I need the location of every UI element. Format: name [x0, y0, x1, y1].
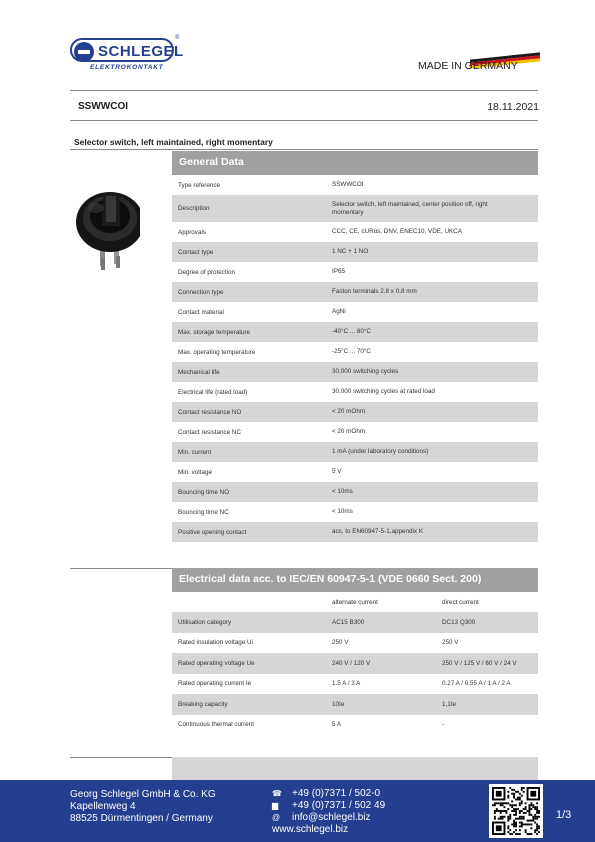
row-value: -40°C ... 80°C	[332, 328, 371, 335]
table-row	[172, 362, 538, 382]
dc-value: 250 V / 125 V / 60 V / 24 V	[442, 659, 517, 667]
company-address	[70, 789, 216, 825]
row-value: acc. to EN60947-5-1,appendix K	[332, 528, 424, 535]
column-header-ac: alternate current	[332, 598, 378, 606]
website-link[interactable]: www.schlegel.biz	[272, 824, 349, 835]
table-row	[172, 342, 538, 362]
row-label: Bouncing time NC	[178, 508, 229, 516]
row-value: 1 mA (under laboratory conditions)	[332, 448, 429, 455]
row-label: Degree of protection	[178, 268, 236, 276]
row-label: Max. storage temperature	[178, 328, 251, 336]
row-value: CCC, CE, cURus, DNV, ENEC10, VDE, UKCA	[332, 228, 462, 235]
document-subtitle: Selector switch, left maintained, right momentary	[74, 137, 273, 147]
footer-divider	[70, 757, 172, 758]
column-header-row	[172, 592, 538, 612]
subtitle-divider	[70, 149, 538, 150]
table-row	[172, 422, 538, 442]
row-value: IP65	[332, 268, 345, 275]
table-row	[172, 633, 538, 654]
ac-value: 5 A	[332, 721, 342, 729]
row-value: < 20 mOhm	[332, 408, 366, 415]
row-value: < 10ms	[332, 488, 353, 495]
row-value: 5 V	[332, 468, 342, 475]
title-divider	[70, 120, 538, 121]
row-label: Positive opening contact	[178, 528, 247, 536]
company-street: Kapellenweg 4	[70, 801, 136, 812]
row-label: Description	[178, 205, 210, 212]
row-label: Contact resistance NO	[178, 408, 242, 416]
row-label: Connection type	[178, 288, 224, 296]
phone-icon: ☎	[272, 789, 282, 798]
row-value: < 20 mOhm	[332, 428, 366, 435]
qr-code[interactable]	[489, 784, 543, 838]
ac-value: 250 V	[332, 639, 349, 647]
row-value: Faston terminals 2.8 x 0.8 mm	[332, 288, 417, 295]
table-row	[172, 175, 538, 195]
column-header-dc: direct current	[442, 598, 479, 606]
table-row	[172, 612, 538, 633]
row-label: Min. voltage	[178, 468, 212, 476]
dc-value: DC13 Q300	[442, 618, 476, 626]
row-label: Contact material	[178, 308, 224, 316]
row-label: Contact resistance NC	[178, 428, 241, 436]
table-row	[172, 522, 538, 542]
document-code: SSWWCOI	[78, 101, 128, 112]
row-label: Rated insulation voltage Ui	[178, 639, 253, 647]
row-label: Contact type	[178, 248, 214, 256]
table-row	[172, 502, 538, 522]
footer	[0, 780, 595, 842]
row-value: 1 NC + 1 NO	[332, 248, 369, 255]
row-label: Utilisation category	[178, 618, 232, 626]
table-row	[172, 674, 538, 695]
ac-value: 1.5 A / 3 A	[332, 680, 361, 688]
row-value: SSWWCOI	[332, 181, 364, 188]
page-number: 1/3	[556, 809, 572, 821]
electrical-data-header: Electrical data acc. to IEC/EN 60947-5-1 (VDE 0660 Sect. 200)	[172, 568, 538, 592]
company-name: Georg Schlegel GmbH & Co. KG	[70, 789, 216, 800]
table-row	[172, 715, 538, 736]
table-row	[172, 482, 538, 502]
table-row	[172, 242, 538, 262]
table-row	[172, 302, 538, 322]
fax-icon: ▆	[272, 801, 279, 810]
dc-value: 0.27 A / 0.55 A / 1 A / 2 A	[442, 680, 511, 688]
row-label: Mechanical life	[178, 368, 220, 376]
row-label: Continuous thermal current	[178, 721, 254, 729]
logo-registered: ®	[175, 35, 180, 41]
table-row	[172, 282, 538, 302]
logo-name: SCHLEGEL	[98, 43, 184, 60]
general-data-table	[172, 175, 538, 542]
phone-number[interactable]: +49 (0)7371 / 502-0	[292, 788, 381, 799]
section-divider	[70, 568, 172, 569]
row-label: Min. current	[178, 448, 212, 456]
row-value: -25°C ... 70°C	[332, 348, 371, 355]
logo-frame	[70, 38, 184, 62]
row-label: Rated operating current Ie	[178, 680, 252, 688]
row-label: Electrical life (rated load)	[178, 388, 248, 396]
row-label: Max. operating temperature	[178, 348, 256, 356]
table-row	[172, 694, 538, 715]
dc-value: 250 V	[442, 639, 459, 647]
email-link[interactable]: info@schlegel.biz	[292, 812, 371, 823]
row-label: Approvals	[178, 228, 207, 236]
table-row	[172, 222, 538, 242]
table-row	[172, 402, 538, 422]
row-label: Bouncing time NO	[178, 488, 230, 496]
row-value: AgNi	[332, 308, 346, 315]
table-row	[172, 462, 538, 482]
ac-value: 10Ie	[332, 700, 345, 708]
row-label: Rated operating voltage Ue	[178, 659, 255, 667]
row-value: 30,000 switching cycles at rated load	[332, 388, 435, 395]
table-row	[172, 653, 538, 674]
row-value: 30,000 switching cycles	[332, 368, 399, 375]
fax-number: +49 (0)7371 / 502 49	[292, 800, 386, 811]
row-label: Type reference	[178, 181, 221, 189]
row-label: Breaking capacity	[178, 700, 228, 708]
logo-mark-icon	[74, 42, 94, 62]
table-row	[172, 262, 538, 282]
contact-info	[272, 788, 385, 836]
logo-subtitle: ELEKTROKONTAKT	[90, 64, 164, 71]
table-row	[172, 442, 538, 462]
electrical-data-table	[172, 592, 538, 735]
company-city: 88525 Dürmentingen / Germany	[70, 813, 213, 824]
footer-gray-band	[172, 757, 538, 780]
document-date: 18.11.2021	[487, 101, 539, 113]
ac-value: AC15 B300	[332, 618, 365, 626]
made-in-label: MADE IN GERMANY	[418, 60, 518, 72]
table-row	[172, 195, 538, 222]
ac-value: 240 V / 120 V	[332, 659, 371, 667]
general-data-header: General Data	[172, 151, 538, 175]
dc-value: -	[442, 721, 445, 729]
at-icon: @	[272, 813, 281, 822]
table-row	[172, 322, 538, 342]
header-divider	[70, 90, 538, 91]
table-row	[172, 382, 538, 402]
row-value: Selector switch, left maintained, center position off, right momentary	[332, 200, 488, 216]
product-image	[70, 178, 140, 278]
dc-value: 1,1Ie	[442, 700, 457, 708]
row-value: < 10ms	[332, 508, 353, 515]
brand-logo	[70, 35, 184, 72]
